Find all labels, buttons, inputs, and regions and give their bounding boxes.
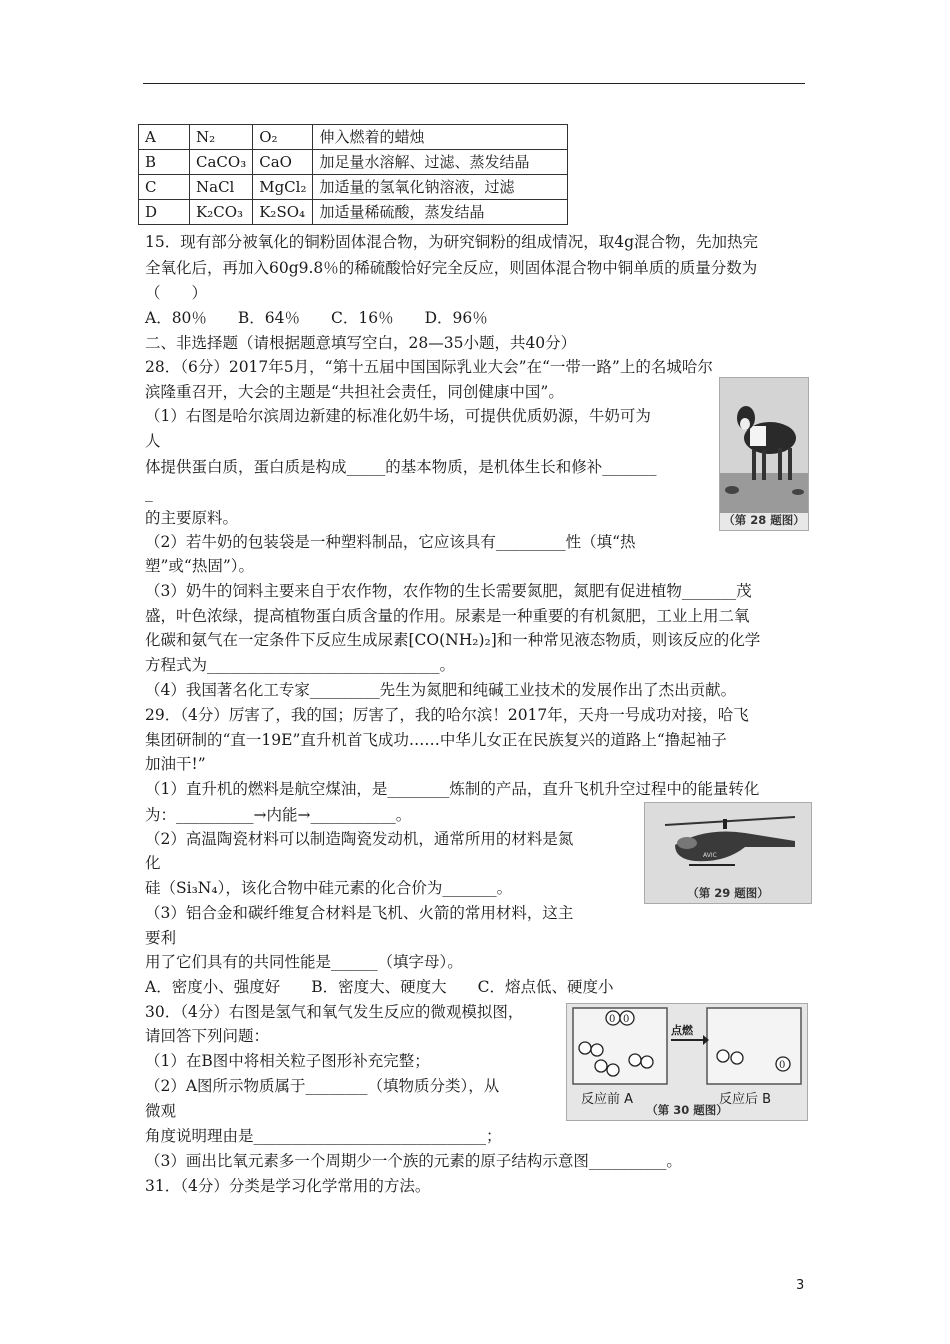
text-line: 角度说明理由是______________________________；	[145, 1127, 502, 1145]
text-line: _	[145, 484, 153, 502]
text-line: 化	[145, 854, 161, 872]
text-line: 塑”或“热固”）。	[145, 557, 255, 575]
table-cell: B	[139, 150, 190, 175]
cow-figure	[719, 377, 809, 531]
text-line: 人	[145, 432, 161, 450]
text-line: 微观	[145, 1102, 177, 1120]
text-line: A．密度小、强度好 B．密度大、硬度大 C．熔点低、硬度小	[145, 978, 614, 996]
text-line: 集团研制的“直一19E”直升机首飞成功……中华儿女正在民族复兴的道路上“撸起袖子	[145, 731, 727, 749]
figure-caption: （第 28 题图）	[723, 513, 805, 527]
table-cell: 加适量的氢氧化钠溶液，过滤	[313, 175, 568, 200]
text-line: 15．现有部分被氧化的铜粉固体混合物，为研究铜粉的组成情况，取4g混合物，先加热完	[145, 233, 759, 251]
text-line: （2）A图所示物质属于________（填物质分类），从	[145, 1077, 500, 1095]
text-line: （2）高温陶瓷材料可以制造陶瓷发动机，通常所用的材料是氮	[145, 830, 574, 848]
before-label: 反应前 A	[581, 1092, 634, 1107]
helicopter-mark: AVIC	[703, 852, 717, 859]
table-cell: 伸入燃着的蜡烛	[313, 125, 568, 150]
table-cell: MgCl₂	[253, 175, 313, 200]
text-line: （2）若牛奶的包装袋是一种塑料制品，它应该具有_________性（填“热	[145, 533, 636, 551]
table-cell: C	[139, 175, 190, 200]
table-cell: CaCO₃	[190, 150, 253, 175]
helicopter-figure	[644, 802, 812, 904]
page-number: 3	[796, 1278, 805, 1293]
text-line: 方程式为______________________________。	[145, 656, 456, 674]
options-table	[138, 124, 568, 225]
table-row	[139, 200, 568, 225]
header-rule	[143, 83, 805, 84]
text-line: （1）右图是哈尔滨周边新建的标准化奶牛场，可提供优质奶源，牛奶可为	[145, 407, 651, 425]
svg-text:0: 0	[779, 1060, 786, 1071]
section-heading: 二、非选择题（请根据题意填写空白，28—35小题，共40分）	[145, 334, 577, 352]
table-cell: D	[139, 200, 190, 225]
text-line: （3）画出比氧元素多一个周期少一个族的元素的原子结构示意图__________。	[145, 1152, 682, 1170]
table-cell: 加足量水溶解、过滤、蒸发结晶	[313, 150, 568, 175]
table-cell: O₂	[253, 125, 313, 150]
cow-image	[720, 378, 808, 530]
figure-caption: （第 29 题图）	[687, 886, 769, 900]
text-line: 全氧化后，再加入60g9.8％的稀硫酸恰好完全反应，则固体混合物中铜单质的质量分数为	[145, 259, 758, 277]
text-line: 体提供蛋白质，蛋白质是构成_____的基本物质，是机体生长和修补_______	[145, 458, 657, 476]
reaction-figure	[566, 1003, 808, 1121]
text-line: 为：__________→内能→___________。	[145, 806, 412, 824]
text-line: 要利	[145, 929, 177, 947]
figure-caption: （第 30 题图）	[646, 1103, 728, 1117]
table-cell: K₂CO₃	[190, 200, 253, 225]
text-line: 28．（6分）2017年5月，“第十五届中国国际乳业大会”在“一带一路”上的名城哈尔	[145, 358, 713, 376]
table-cell: NaCl	[190, 175, 253, 200]
text-line: 31．（4分）分类是学习化学常用的方法。	[145, 1177, 431, 1195]
text-line: （4）我国著名化工专家_________先生为氮肥和纯碱工业技术的发展作出了杰出贡献。	[145, 681, 737, 699]
table-row	[139, 150, 568, 175]
after-label: 反应后 B	[719, 1092, 772, 1107]
text-line: 用了它们具有的共同性能是______（填字母）。	[145, 953, 463, 971]
text-line: （1）在B图中将相关粒子图形补充完整；	[145, 1052, 430, 1070]
text-line: 加油干!”	[145, 755, 206, 773]
text-line: （ ）	[145, 284, 208, 302]
text-line: （3）奶牛的饲料主要来自于农作物，农作物的生长需要氮肥，氮肥有促进植物_______茂	[145, 582, 752, 600]
text-line: 30．（4分）右图是氢气和氧气发生反应的微观模拟图，	[145, 1003, 524, 1021]
table-row	[139, 125, 568, 150]
table-cell: A	[139, 125, 190, 150]
text-line: （1）直升机的燃料是航空煤油，是________炼制的产品，直升飞机升空过程中的能量转化	[145, 780, 760, 798]
text-line: A．80％ B．64％ C．16％ D．96％	[145, 309, 488, 327]
text-line: （3）铝合金和碳纤维复合材料是飞机、火箭的常用材料，这主	[145, 904, 574, 922]
text-line: 请回答下列问题：	[145, 1027, 270, 1045]
text-line: 的主要原料。	[145, 509, 239, 527]
text-line: 硅（Si₃N₄），该化合物中硅元素的化合价为_______。	[145, 879, 513, 897]
svg-text:0: 0	[623, 1014, 630, 1025]
text-line: 滨隆重召开，大会的主题是“共担社会责任，同创健康中国”。	[145, 383, 564, 401]
table-row	[139, 175, 568, 200]
text-line: 化碳和氨气在一定条件下反应生成尿素[CO(NH₂)₂]和一种常见液态物质，则该反应的化学	[145, 631, 761, 649]
text-line: 盛，叶色浓绿，提高植物蛋白质含量的作用。尿素是一种重要的有机氮肥，工业上用二氧	[145, 607, 750, 625]
reaction-arrow-label: 点燃	[671, 1024, 693, 1037]
table-cell: CaO	[253, 150, 313, 175]
svg-text:0: 0	[609, 1014, 616, 1025]
text-line: 29．（4分）厉害了，我的国；厉害了，我的哈尔滨！2017年，天舟一号成功对接，哈飞	[145, 706, 749, 724]
table-cell: N₂	[190, 125, 253, 150]
table-cell: 加适量稀硫酸，蒸发结晶	[313, 200, 568, 225]
table-cell: K₂SO₄	[253, 200, 313, 225]
